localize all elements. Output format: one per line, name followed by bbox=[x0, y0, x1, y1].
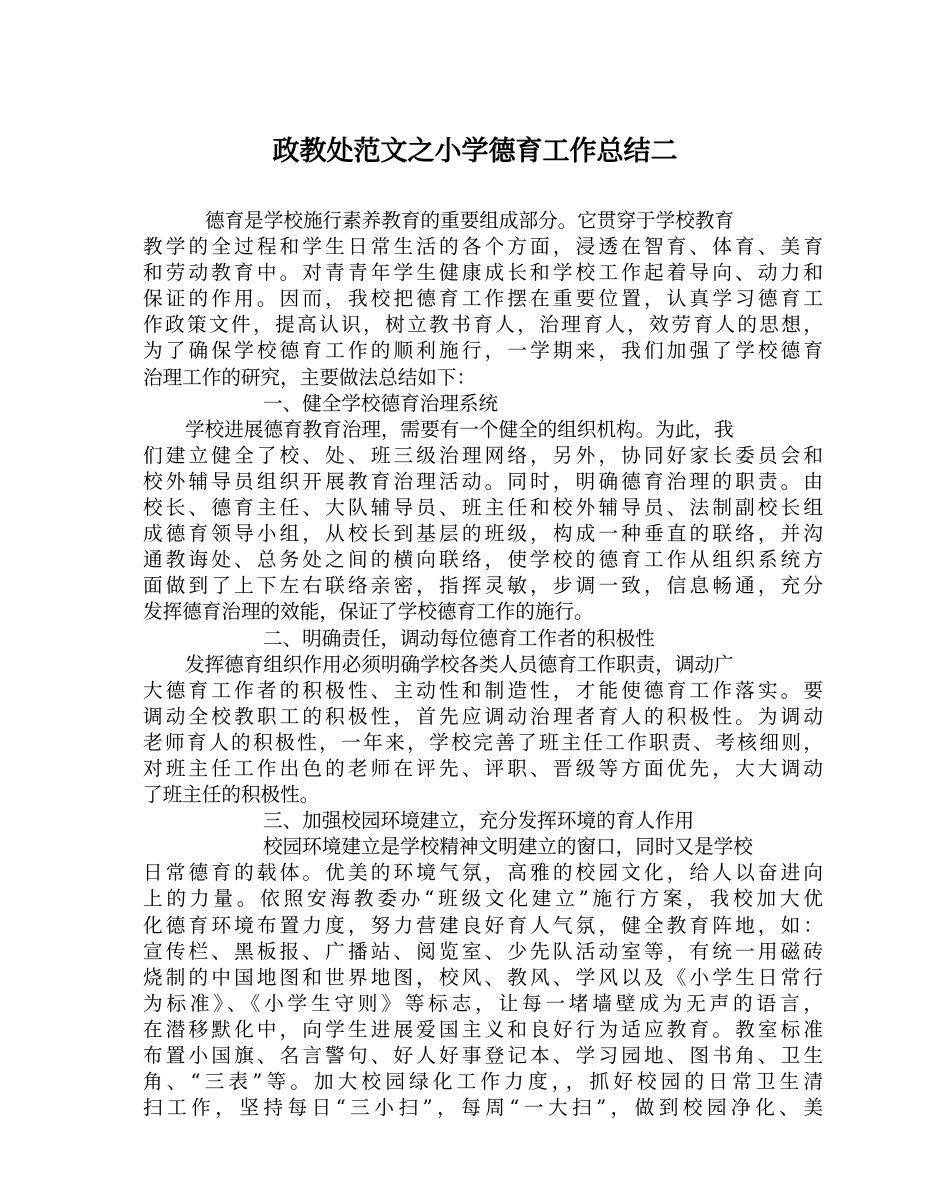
document-title: 政教处范文之小学德育工作总结二 bbox=[272, 136, 678, 167]
text-line: 老师育人的积极性，一年来，学校完善了班主任工作职责、考核细则， bbox=[143, 730, 823, 754]
text-line: 布置小国旗、名言警句、好人好事登记本、学习园地、图书角、卫生 bbox=[143, 1044, 823, 1067]
text-line: 教学的全过程和学生日常生活的各个方面，浸透在智育、体育、美育 bbox=[143, 235, 823, 259]
text-line: 在潜移默化中，向学生进展爱国主义和良好行为适应教育。教室标准 bbox=[143, 1017, 823, 1041]
text-line: 扫工作，坚持每日“三小扫”，每周“一大扫”，做到校园净化、美 bbox=[143, 1096, 823, 1120]
section-heading: 三、加强校园环境建立，充分发挥环境的育人作用 bbox=[263, 809, 695, 833]
text-line: 面做到了上下左右联络亲密，指挥灵敏，步调一致，信息畅通，充分 bbox=[143, 574, 823, 598]
text-line: 校园环境建立是学校精神文明建立的窗口，同时又是学校 bbox=[263, 835, 753, 859]
text-line: 大德育工作者的积极性、主动性和制造性，才能使德育工作落实。要 bbox=[143, 678, 823, 702]
text-line: 烧制的中国地图和世界地图，校风、教风、学风以及《小学生日常行 bbox=[143, 965, 823, 989]
text-line: 日常德育的载体。优美的环境气氛，高雅的校园文化，给人以奋进向 bbox=[143, 861, 823, 885]
text-line: 了班主任的积极性。 bbox=[143, 783, 320, 807]
text-line: 化德育环境布置力度，努力营建良好育人气氛，健全教育阵地，如： bbox=[143, 913, 823, 937]
text-line: 通教诲处、总务处之间的横向联络，使学校的德育工作从组织系统方 bbox=[143, 548, 823, 572]
text-line: 宣传栏、黑板报、广播站、阅览室、少先队活动室等，有统一用磁砖 bbox=[143, 939, 823, 963]
text-line: 成德育领导小组，从校长到基层的班级，构成一种垂直的联络，并沟 bbox=[143, 522, 823, 546]
text-line: 校长、德育主任、大队辅导员、班主任和校外辅导员、法制副校长组 bbox=[143, 496, 823, 520]
text-line: 对班主任工作出色的老师在评先、评职、晋级等方面优先，大大调动 bbox=[143, 756, 823, 780]
text-line: 校外辅导员组织开展教育治理活动。同时，明确德育治理的职责。由 bbox=[143, 469, 823, 493]
text-line: 上的力量。依照安海教委办“班级文化建立”施行方案，我校加大优 bbox=[143, 887, 823, 911]
text-line: 作政策文件，提高认识，树立教书育人，治理育人，效劳育人的思想， bbox=[143, 313, 823, 337]
text-line: 和劳动教育中。对青青年学生健康成长和学校工作起着导向、动力和 bbox=[143, 261, 823, 285]
text-line: 为标准》、《小学生守则》等标志，让每一堵墙壁成为无声的语言， bbox=[143, 991, 823, 1015]
text-line: 保证的作用。因而，我校把德育工作摆在重要位置，认真学习德育工 bbox=[143, 287, 823, 311]
text-line: 发挥德育组织作用必须明确学校各类人员德育工作职责，调动广 bbox=[185, 652, 734, 676]
text-line: 治理工作的研究，主要做法总结如下： bbox=[143, 365, 477, 389]
text-line: 为了确保学校德育工作的顺利施行，一学期来，我们加强了学校德育 bbox=[143, 339, 823, 363]
document-body bbox=[143, 208, 823, 1121]
section-heading: 一、健全学校德育治理系统 bbox=[263, 391, 499, 415]
text-line: 学校进展德育教育治理，需要有一个健全的组织机构。为此，我 bbox=[185, 417, 734, 441]
text-line: 德育是学校施行素养教育的重要组成部分。它贯穿于学校教育 bbox=[205, 209, 735, 232]
section-heading: 二、明确责任，调动每位德育工作者的积极性 bbox=[263, 626, 655, 650]
text-line: 调动全校教职工的积极性，首先应调动治理者育人的积极性。为调动 bbox=[143, 704, 823, 728]
text-line: 角、“三表”等。加大校园绿化工作力度，，抓好校园的日常卫生清 bbox=[143, 1070, 823, 1094]
text-line: 们建立健全了校、处、班三级治理网络，另外，协同好家长委员会和 bbox=[143, 443, 823, 467]
text-line: 发挥德育治理的效能，保证了学校德育工作的施行。 bbox=[143, 600, 594, 624]
